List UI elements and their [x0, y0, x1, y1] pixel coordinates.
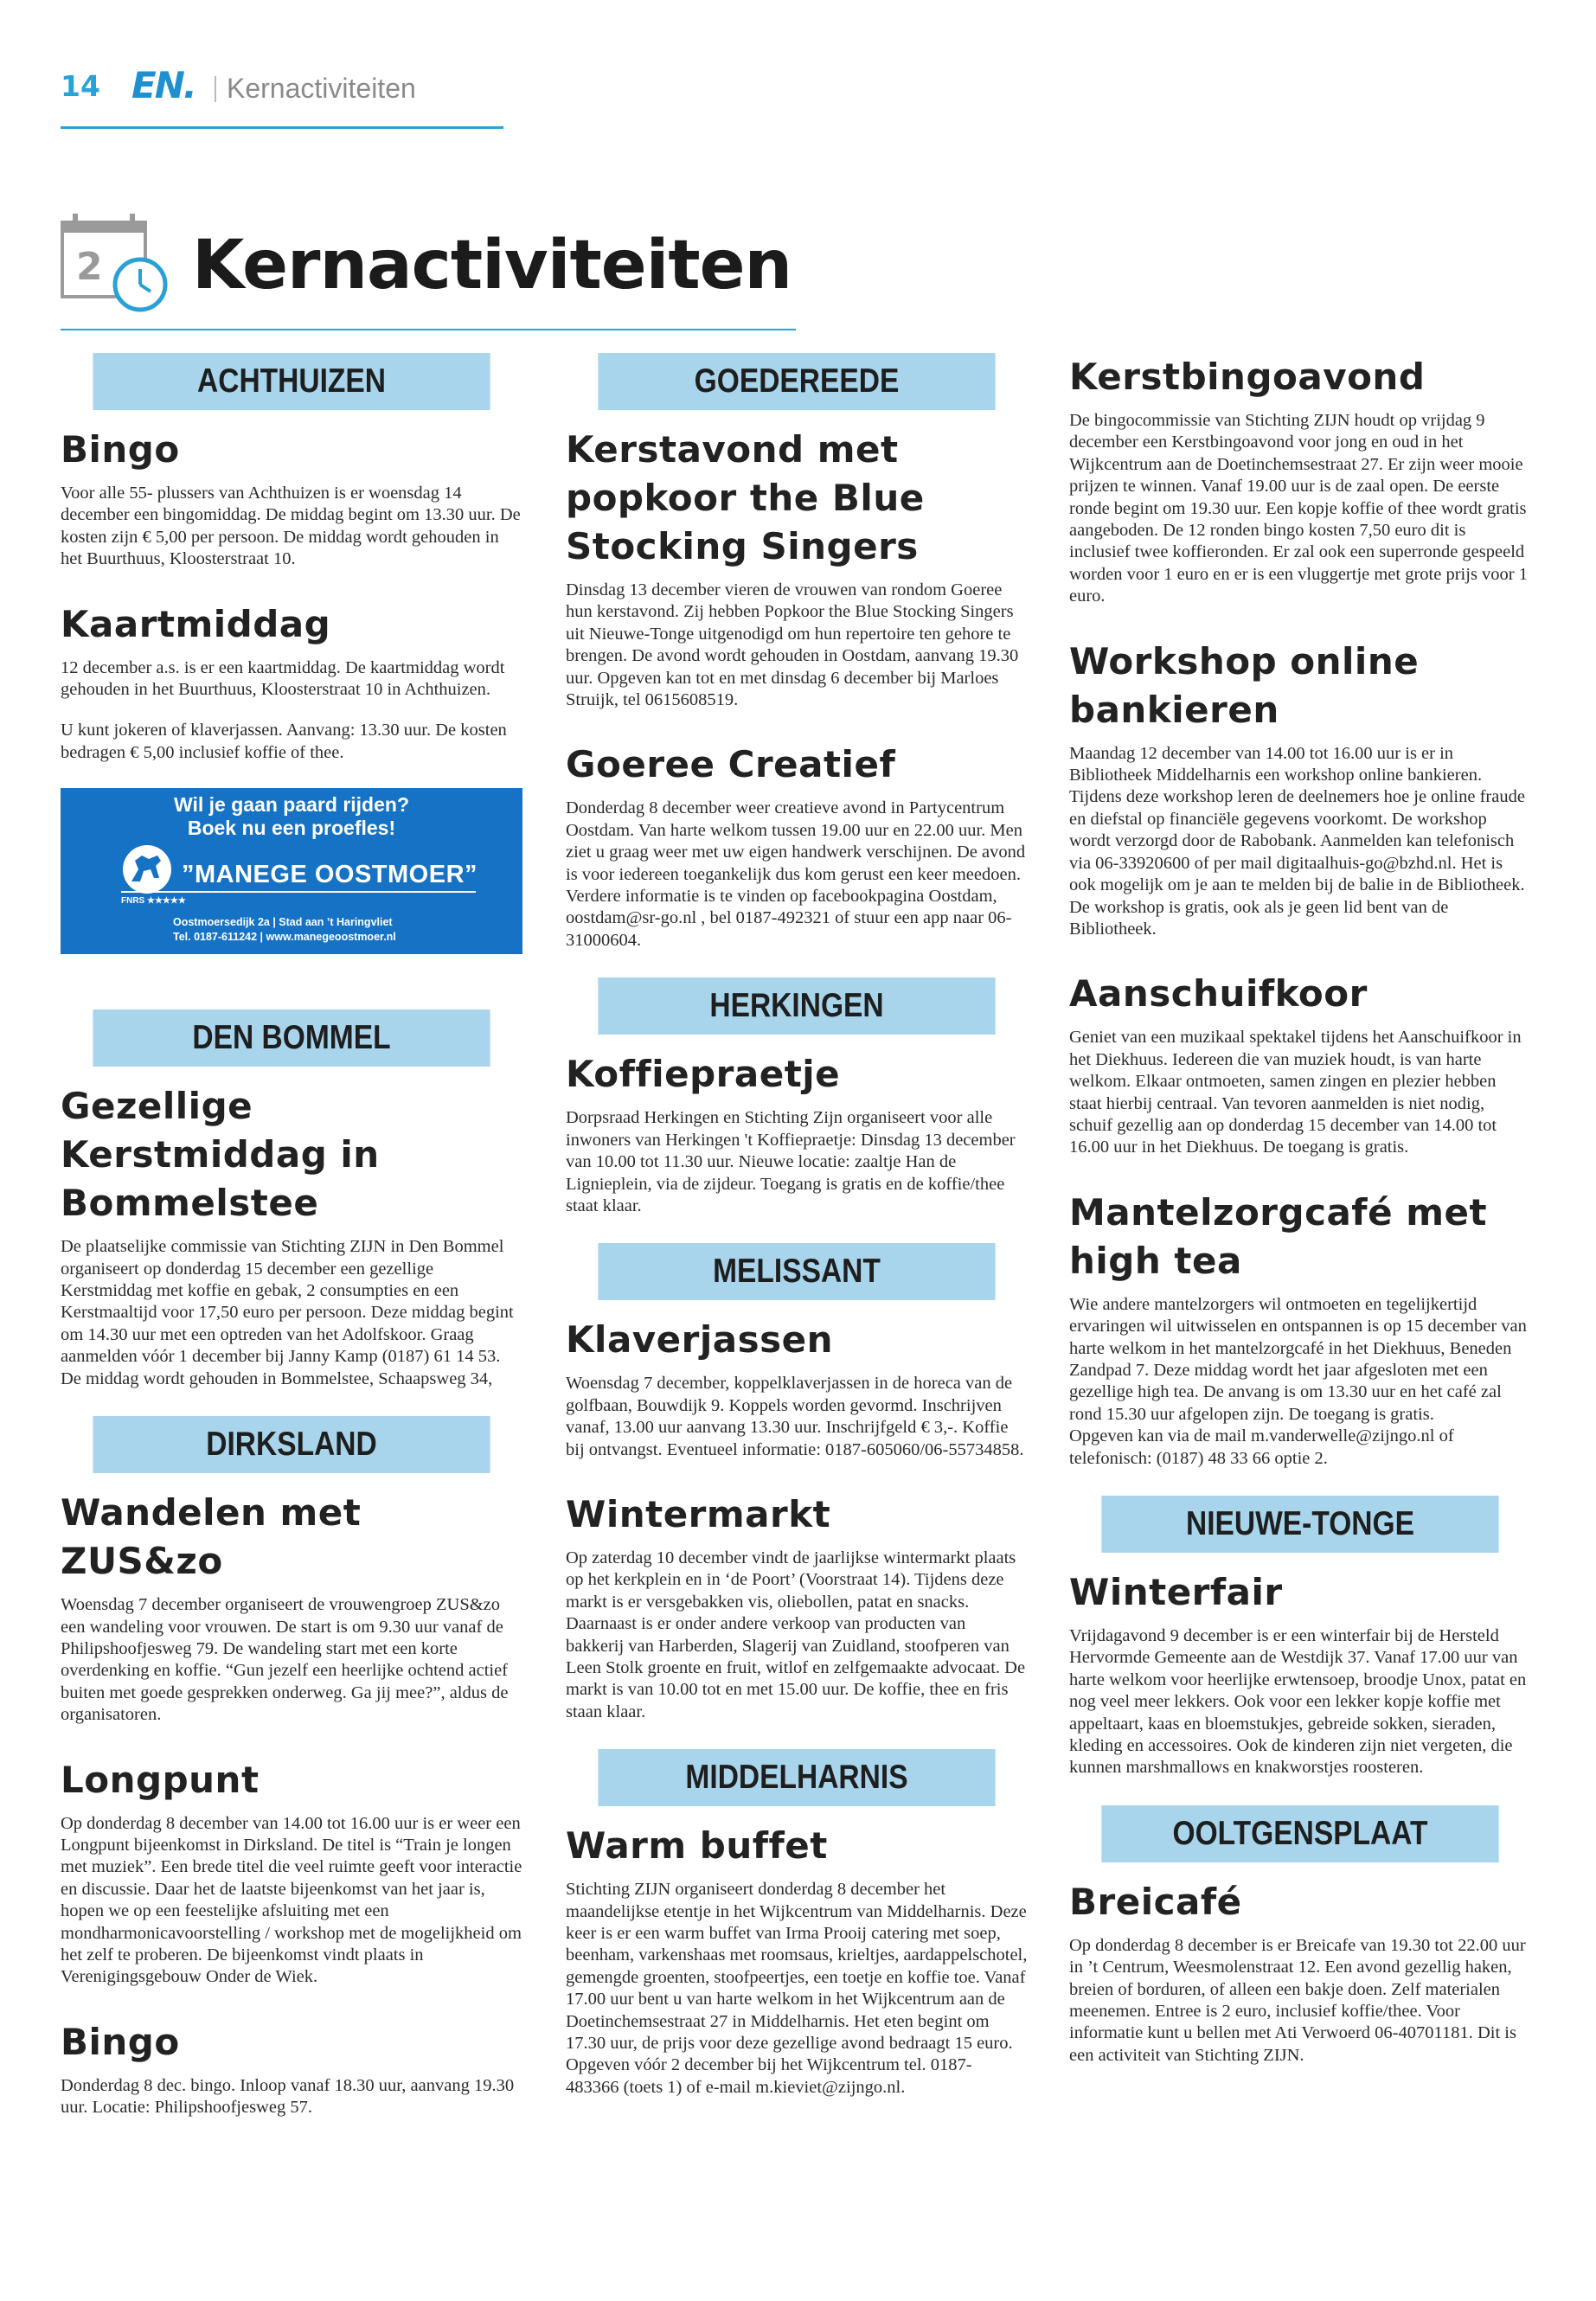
- text-bingo-achthuizen: Voor alle 55- plussers van Achthuizen is er woensdag 14 december een bingomiddag. De middag begint om 13.30 uur. De kosten zijn € 5,00 per persoon. De middag wordt gehouden in het Buurthuus, Kloosterstraat 10.: [61, 484, 521, 569]
- text-warm-buffet: Stichting ZIJN organiseert donderdag 8 december het maandelijkse etentje in het Wijkcentrum van Middelharnis. Deze keer is er een warm buffet van Irma Prooij catering met soep, beenham, varkenshaas met roomsaus, krieltjes, aardappelschotel, gemengde groenten, stoofpeertjes, een toetje en koffie toe. Vanaf 17.00 uur bent u van harte welkom in het Wijkcentrum aan de Doetinchemsestraat 27 in Middelharnis. Het eten begint om 17.30 uur, de prijs voor deze gezellige avond bedraagt 15 euro. Opgeven vóór 2 december bij het Wijkcentrum tel. 0187- 483366 (toets 1) of e-mail m.kieviet@zijngo.nl.: [566, 1880, 1028, 2097]
- banner-middelharnis: MIDDELHARNIS: [598, 1749, 995, 1806]
- horse-logo-icon: [119, 843, 175, 895]
- text-wandelen: Woensdag 7 december organiseert de vrouwengroep ZUS&zo een wandeling voor vrouwen. De start is om 9.30 uur vanaf de Philipshoofjesweg 79. De wandeling start met een korte overdenking en koffie. “Gun jezelf een heerlijke ochtend actief buiten met goede gesprekken onderweg. Ga jij mee?”, aldus de organisatoren.: [61, 1595, 509, 1725]
- text-mantelzorgcafe: Wie andere mantelzorgers wil ontmoeten en tegelijkertijd ervaringen wil uitwisselen en ontspannen is op 15 december van harte welkom in het mantelzorgcafé in het Diekhuus, Beneden Zandpad 7. Deze middag wordt het jaar afgesloten met een gezellige high tea. De anvang is om 13.30 uur en het café zal rond 15.30 uur afgelopen zijn. De toegang is gratis.: [1069, 1294, 1527, 1424]
- heading-aanschuifkoor: Aanschuifkoor: [1069, 972, 1368, 1016]
- en-logo: EN.: [131, 64, 195, 106]
- text-winterfair: Vrijdagavond 9 december is er een winterfair bij de Hersteld Hervormde Gemeente aan de Westdijk 37. Vanaf 17.00 uur van harte welkom voor heerlijke erwtensoep, broodje Unox, patat en nog veel meer lekkers. Ook voor een lekker kopje koffie met appeltaart, kaas en bloemstukjes, gebreide sokken, sieraden, kleding en accessoires. Ook de kinderen zijn niet vergeten, die kunnen marshmallows en knakworstjes roosteren.: [1069, 1626, 1527, 1778]
- text-wintermarkt: Op zaterdag 10 december vindt de jaarlijkse wintermarkt plaats op het kerkplein en in ‘de Poort’ (Voorstraat 14). Tijdens deze markt is er versgebakken vis, oliebollen, patat en snacks. Daarnaast is er onder andere verkoop van producten van bakkerij van Harberden, Slagerij van Zuidland, stoofperen van Leen Stolk groente en fruit, witlof en zelfgemaakte advocaat. De markt is van 10.00 tot en met 15.00 uur. De koffie, thee en fris staan klaar.: [566, 1548, 1026, 1721]
- heading-goeree-creatief: Goeree Creatief: [566, 743, 896, 786]
- text-goeree-creatief: Donderdag 8 december weer creatieve avond in Partycentrum Oostdam. Van harte welkom tussen 19.00 uur en 22.00 uur. Men ziet u graag weer met uw eigen handwerk verschijnen. De avond is voor iedereen toegankelijk dus kom gerust een keer meedoen. Verdere informatie is te vinden op facebookpagina Oostdam, oostdam@sr-go.nl , bel 0187-492321 of stuur een app naar 06-31000604.: [566, 798, 1026, 950]
- banner-nieuwe-tonge: NIEUWE-TONGE: [1101, 1496, 1498, 1553]
- manege-advertisement[interactable]: [61, 788, 522, 954]
- text-breicafe: Op donderdag 8 december is er Breicafe van 19.30 tot 22.00 uur in ’t Centrum, Weesmolenstraat 12. Een avond gezellig haken, breien of borduren, of alleen een bakje doen. Zelf materialen meenemen. Entree is 2 euro, inclusief koffie/thee. Voor informatie kunt u bellen met Ati Verwoerd 06-40701181. Dit is een activiteit van Stichting ZIJN.: [1069, 1935, 1526, 2065]
- heading-kerstbingoavond: Kerstbingoavond: [1069, 356, 1426, 398]
- heading-klaverjassen: Klaverjassen: [566, 1318, 833, 1362]
- heading-bingo-achthuizen: Bingo: [61, 428, 180, 471]
- text-kerstavond: Dinsdag 13 december vieren de vrouwen van rondom Goeree hun kerstavond. Zij hebben Popkoor the Blue Stocking Singers uit Nieuwe-Tonge uitgenodigd om hun repertoire ten gehore te brengen. De avond wordt gehouden in Oostdam, aanvang 19.30 uur. Opgeven kan tot en met dinsdag 6 december bij Marloes Struijk, tel 0615608519.: [566, 580, 1019, 710]
- heading-warm-buffet: Warm buffet: [566, 1824, 828, 1868]
- text-longpunt: Op donderdag 8 december van 14.00 tot 16.00 uur is er weer een Longpunt bijeenkomst in Dirksland. De titel is “Train je longen met muziek”. Een brede titel die veel ruimte geeft voor interactie en discussie. Daar het de laatste bijeenkomst van het jaar is, hopen we op een feestelijke afsluiting met een mondharmonicavoorstelling / workshop met de mogelijkheid om het zelf te proberen. De bijeenkomst vindt plaats in Verenigingsgebouw Onder de Wiek.: [61, 1813, 522, 1987]
- text-mantelzorgcafe-2: Opgeven kan via de mail m.vanderwelle@zijngo.nl of telefonisch: (0187) 48 33 66 optie 2.: [1069, 1426, 1454, 1468]
- heading-winterfair: Winterfair: [1069, 1571, 1283, 1613]
- banner-achthuizen: ACHTHUIZEN: [93, 353, 490, 410]
- page-header: [61, 64, 505, 112]
- banner-ooltgensplaat: OOLTGENSPLAAT: [1101, 1805, 1498, 1862]
- section-label: Kernactiviteiten: [227, 73, 416, 104]
- text-klaverjassen: Woensdag 7 december, koppelklaverjassen in de horeca van de golfbaan, Bouwdijk 9. Koppels worden gevormd. Inschrijven vanaf, 13.00 uur aanvang 13.30 uur. Inschrijfgeld € 3,-. Koffie bij ontvangst. Eventueel informatie: 0187-605060/06-55734858.: [566, 1374, 1024, 1459]
- heading-kerstavond: Kerstavond met popkoor the Blue Stocking Singers: [566, 428, 925, 567]
- ad-rule: [121, 891, 476, 893]
- page-number: 14: [61, 69, 100, 103]
- heading-mantelzorgcafe: Mantelzorgcafé met high tea: [1069, 1190, 1488, 1282]
- text-kaartmiddag-2: U kunt jokeren of klaverjassen. Aanvang: 13.30 uur. De kosten bedragen € 5,00 inclusief koffie of thee.: [61, 721, 507, 762]
- ad-line-1: Wil je gaan paard rijden?: [173, 793, 409, 817]
- banner-dirksland: DIRKSLAND: [93, 1416, 490, 1473]
- calendar-day: 2: [76, 245, 103, 289]
- page-title: Kernactiviteiten: [192, 227, 792, 304]
- title-rule: [61, 329, 796, 330]
- banner-melissant: MELISSANT: [598, 1243, 995, 1300]
- header-separator: [215, 76, 216, 102]
- banner-goedereede: GOEDEREEDE: [598, 353, 995, 410]
- ad-address: Oostmoersedijk 2a | Stad aan ’t Haringvliet: [173, 916, 393, 929]
- heading-bingo-dirksland: Bingo: [61, 2020, 180, 2063]
- heading-wintermarkt: Wintermarkt: [566, 1492, 831, 1535]
- text-bingo-dirksland: Donderdag 8 dec. bingo. Inloop vanaf 18.30 uur, aanvang 19.30 uur. Locatie: Philipshoofjesweg 57.: [61, 2075, 515, 2118]
- text-kerstbingoavond: De bingocommissie van Stichting ZIJN houdt op vrijdag 9 december een Kerstbingoavond voor jong en oud in het Wijkcentrum aan de Doetinchemsestraat 27. Er zijn weer mooie prijzen te winnen. Vanaf 19.00 uur is de zaal open. De eerste ronde begint om 19.30 uur. Een kopje koffie of thee wordt gratis aangeboden. De 12 ronden bingo kosten 7,50 euro dit is inclusief twee koffieronden. Er zal ook een superronde gespeeld worden voor 1 euro en er is een vluggertje met grote prijs voor 1 euro.: [1069, 411, 1528, 606]
- heading-longpunt: Longpunt: [61, 1758, 260, 1801]
- column-3: [1069, 353, 1531, 2067]
- heading-kaartmiddag: Kaartmiddag: [61, 602, 331, 645]
- heading-wandelen: Wandelen met ZUS&zo: [61, 1491, 362, 1583]
- banner-den-bommel: DEN BOMMEL: [93, 1009, 490, 1067]
- ad-contact[interactable]: Tel. 0187-611242 | www.manegeoostmoer.nl: [173, 931, 396, 944]
- text-kerstmiddag: De plaatselijke commissie van Stichting ZIJN in Den Bommel organiseert op donderdag 15 december een gezellige Kerstmiddag met koffie en gebak, 2 consumpties en een Kerstmaaltijd voor 17,50 euro per persoon. Deze middag begint om 14.30 uur met een optreden van het Adolfskoor. Graag aanmelden vóór 1 december bij Janny Kamp (0187) 61 14 53. De middag wordt gehouden in Bommelstee, Schaapsweg 34,: [61, 1237, 514, 1388]
- heading-kerstmiddag: Gezellige Kerstmiddag in Bommelstee: [61, 1085, 380, 1225]
- text-koffiepraetje: Dorpsraad Herkingen en Stichting Zijn organiseert voor alle inwoners van Herkingen 't Koffiepraetje: Dinsdag 13 december van 10.00 tot 11.30 uur. Nieuwe locatie: zaaltje Han de Lignieplein, via de zijdeur. Toegang is gratis en de koffie/thee staat klaar.: [566, 1108, 1016, 1215]
- column-2: [566, 353, 1028, 2099]
- ad-fnrs: FNRS ★★★★★: [121, 896, 186, 907]
- column-1: [61, 353, 522, 2119]
- ad-line-2: Boek nu een proefles!: [187, 817, 396, 840]
- text-aanschuifkoor: Geniet van een muzikaal spektakel tijdens het Aanschuifkoor in het Diekhuus. Iedereen die van muziek houdt, is van harte welkom. Elkaar ontmoeten, samen zingen en plezier hebben staat hierbij centraal. Van tevoren aanmelden is niet nodig, schuif gezellig aan op donderdag 15 december van 14.00 tot 16.00 uur in het Diekhuus. De toegang is gratis.: [1069, 1028, 1522, 1157]
- text-workshop: Maandag 12 december van 14.00 tot 16.00 uur is er in Bibliotheek Middelharnis een workshop online bankieren. Tijdens deze workshop leren de deelnemers hoe je online fraude en diefstal op financiële gegevens voorkomt. De workshop wordt verzorgd door de Rabobank. Aanmelden kan telefonisch via 06-33920600 of per mail digitaalhuis-go@bzhd.nl. Het is ook mogelijk om je aan te melden bij de balie in de Bibliotheek. De workshop is gratis, ook als je geen lid bent van de Bibliotheek.: [1069, 743, 1525, 939]
- banner-herkingen: HERKINGEN: [598, 977, 995, 1035]
- heading-breicafe: Breicafé: [1069, 1880, 1242, 1923]
- calendar-clock-icon: [61, 212, 170, 314]
- heading-workshop: Workshop online bankieren: [1069, 639, 1420, 731]
- ad-name: ”MANEGE OOSTMOER”: [182, 861, 478, 889]
- header-rule: [61, 126, 503, 129]
- text-kaartmiddag: 12 december a.s. is er een kaartmiddag. De kaartmiddag wordt gehouden in het Buurthuus, Kloosterstraat 10 in Achthuizen.: [61, 657, 505, 700]
- heading-koffiepraetje: Koffiepraetje: [566, 1053, 841, 1096]
